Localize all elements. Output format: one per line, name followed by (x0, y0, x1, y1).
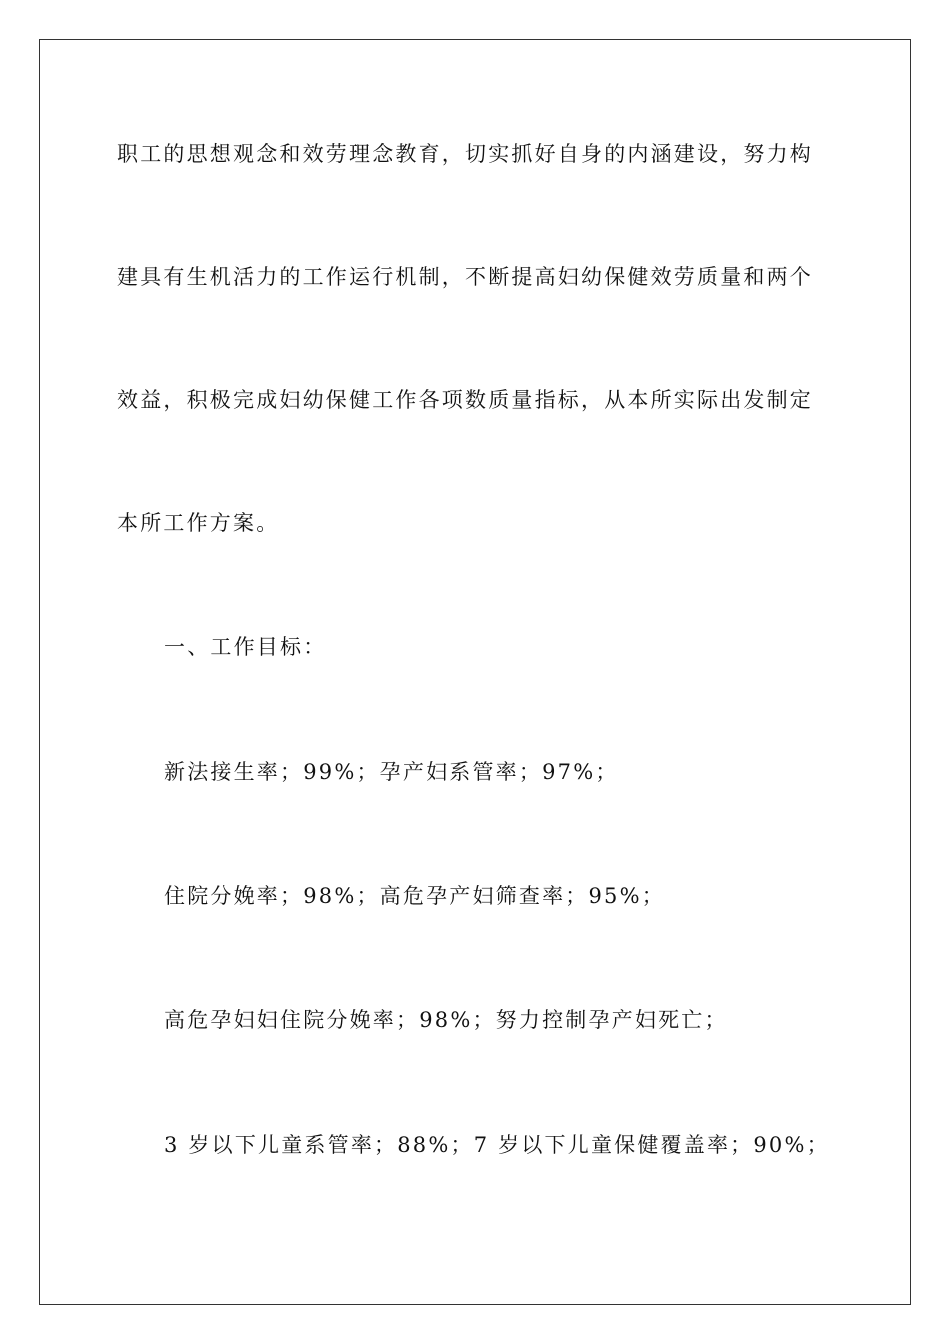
target-line: 高危孕妇妇住院分娩率；98%；努力控制孕产妇死亡； (164, 1008, 728, 1032)
page-border (39, 39, 911, 1305)
target-line: 3 岁以下儿童系管率；88%；7 岁以下儿童保健覆盖率；90%； (164, 1133, 830, 1157)
paragraph-line: 职工的思想观念和效劳理念教育，切实抓好自身的内涵建设，努力构 (117, 142, 813, 166)
paragraph-line: 建具有生机活力的工作运行机制，不断提高妇幼保健效劳质量和两个 (117, 265, 813, 289)
target-line: 新法接生率；99%；孕产妇系管率；97%； (164, 760, 619, 784)
paragraph-line: 效益，积极完成妇幼保健工作各项数质量指标，从本所实际出发制定 (117, 388, 813, 412)
paragraph-line: 本所工作方案。 (117, 511, 280, 535)
section-heading: 一、工作目标： (164, 635, 327, 659)
target-line: 住院分娩率；98%；高危孕产妇筛查率；95%； (164, 884, 665, 908)
